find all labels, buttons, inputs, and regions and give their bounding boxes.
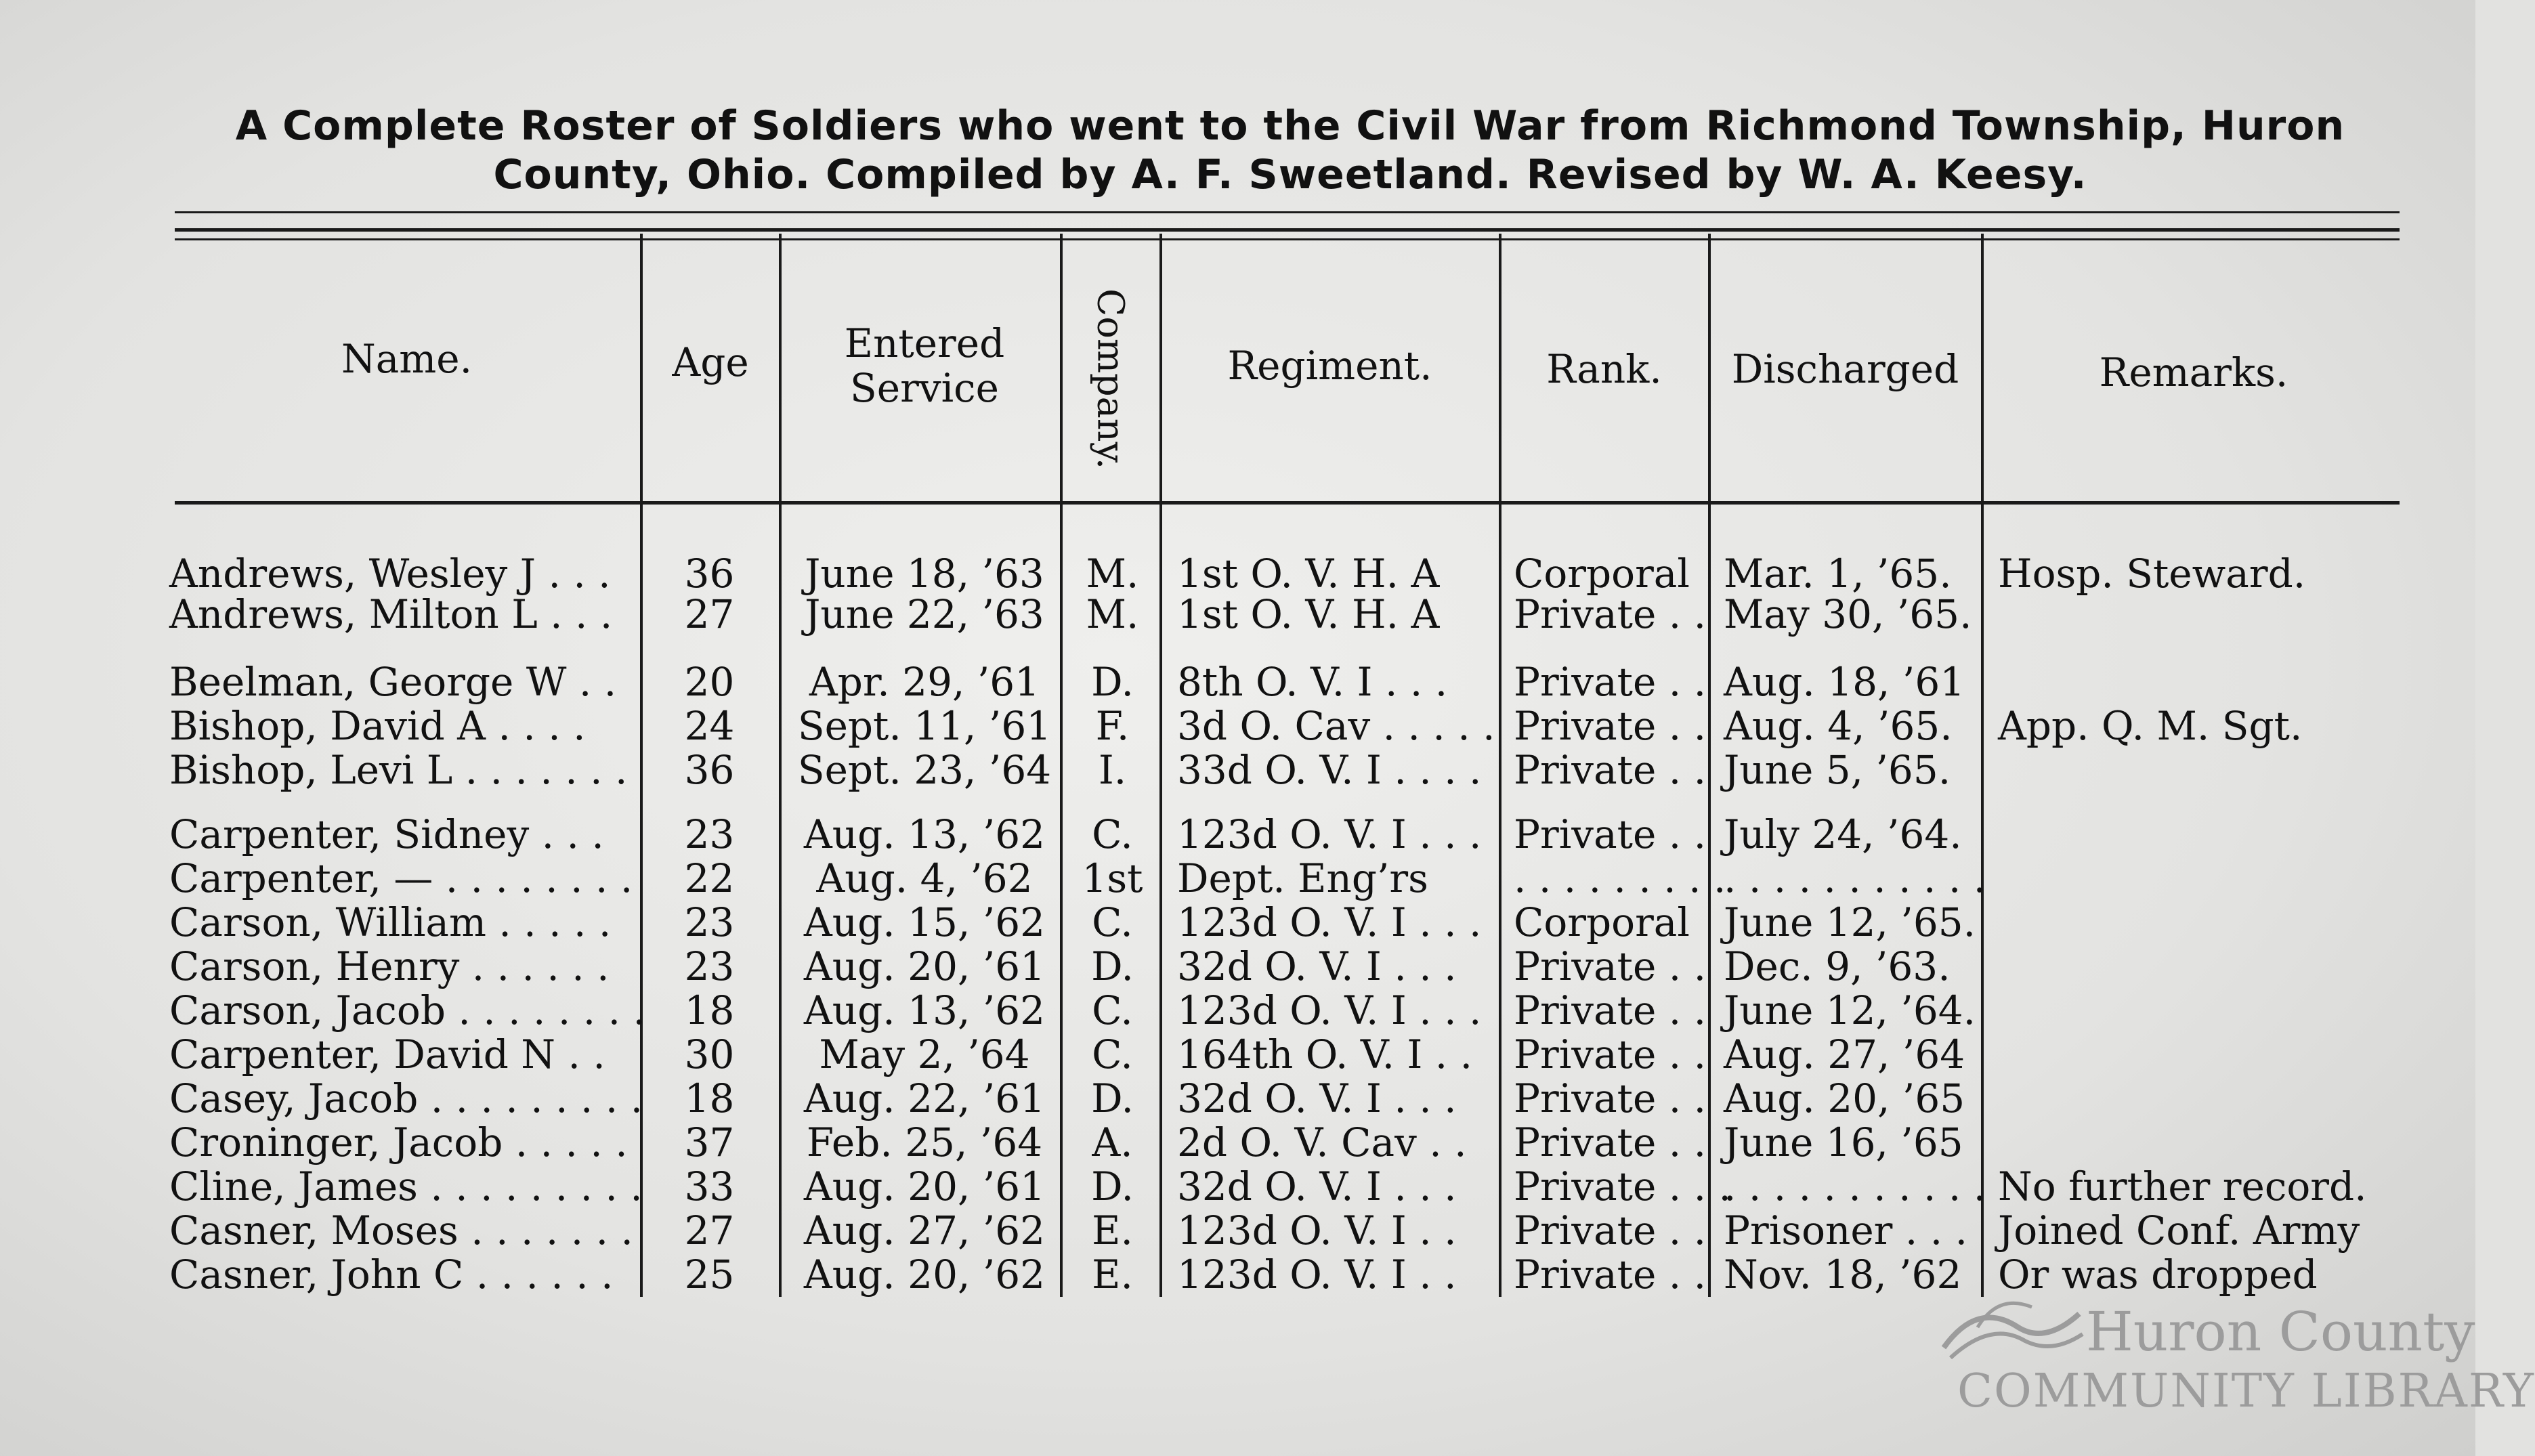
row-age: 36 xyxy=(684,551,735,597)
table-row xyxy=(0,704,2475,748)
row-name: Bishop, David A . . . . xyxy=(169,703,586,749)
row-remarks: Or was dropped xyxy=(1998,1251,2318,1298)
table-row xyxy=(0,945,2475,988)
row-discharged: Aug. 27, ’64 xyxy=(1724,1031,1965,1077)
row-company: 1st xyxy=(1082,855,1143,901)
row-age: 33 xyxy=(684,1163,735,1209)
row-company: M. xyxy=(1086,551,1139,597)
row-entered-service: June 22, ’63 xyxy=(805,591,1044,637)
row-age: 24 xyxy=(684,703,735,749)
row-company: I. xyxy=(1098,747,1127,793)
table-row xyxy=(0,1165,2475,1208)
row-rank: Private . . xyxy=(1514,1031,1707,1077)
row-regiment: 33d O. V. I . . . . xyxy=(1177,747,1482,793)
watermark-line1: Huron County xyxy=(2086,1300,2475,1363)
row-entered-service: June 18, ’63 xyxy=(805,551,1044,597)
row-rank: Private . . xyxy=(1514,591,1707,637)
row-company: C. xyxy=(1092,899,1133,945)
row-age: 30 xyxy=(684,1031,735,1077)
row-age: 36 xyxy=(684,747,735,793)
row-entered-service: Sept. 23, ’64 xyxy=(797,747,1052,793)
header-regiment: Regiment. xyxy=(1227,343,1432,389)
row-regiment: 8th O. V. I . . . xyxy=(1177,659,1448,705)
row-discharged: Mar. 1, ’65. xyxy=(1724,551,1952,597)
row-regiment: 123d O. V. I . . . xyxy=(1177,987,1482,1033)
row-discharged: June 12, ’64. xyxy=(1724,987,1976,1033)
row-remarks: Hosp. Steward. xyxy=(1998,551,2306,597)
row-rank: Private . . xyxy=(1514,987,1707,1033)
row-name: Casner, John C . . . . . . xyxy=(169,1251,614,1298)
row-age: 22 xyxy=(684,855,735,901)
table-row xyxy=(0,1209,2475,1252)
row-discharged: Aug. 20, ’65 xyxy=(1724,1075,1965,1121)
row-rank: Private . . xyxy=(1514,747,1707,793)
row-entered-service: Aug. 4, ’62 xyxy=(816,855,1033,901)
row-entered-service: Aug. 20, ’61 xyxy=(803,1163,1046,1209)
row-regiment: 123d O. V. I . . xyxy=(1177,1207,1457,1254)
table-top-rule-thin xyxy=(175,238,2400,240)
row-entered-service: May 2, ’64 xyxy=(819,1031,1030,1077)
row-discharged: Aug. 18, ’61 xyxy=(1724,659,1965,705)
row-rank: Private . . xyxy=(1514,1207,1707,1254)
row-age: 27 xyxy=(684,591,735,637)
row-remarks: Joined Conf. Army xyxy=(1998,1207,2360,1254)
row-name: Carpenter, Sidney . . . xyxy=(169,811,604,857)
row-name: Carson, William . . . . . xyxy=(169,899,612,945)
row-company: E. xyxy=(1092,1207,1133,1254)
row-remarks: App. Q. M. Sgt. xyxy=(1998,703,2303,749)
row-discharged: Dec. 9, ’63. xyxy=(1724,943,1951,989)
row-age: 20 xyxy=(684,659,735,705)
row-age: 23 xyxy=(684,943,735,989)
row-entered-service: Aug. 27, ’62 xyxy=(803,1207,1046,1254)
header-entered-service: Entered Service xyxy=(844,320,1005,411)
table-row xyxy=(0,1121,2475,1164)
row-discharged: Nov. 18, ’62 xyxy=(1724,1251,1962,1298)
row-rank: Private . . xyxy=(1514,703,1707,749)
row-rank: Private . . xyxy=(1514,1251,1707,1298)
row-regiment: 164th O. V. I . . xyxy=(1177,1031,1473,1077)
row-name: Cline, James . . . . . . . . . xyxy=(169,1163,643,1209)
table-row xyxy=(0,1077,2475,1120)
row-discharged: Aug. 4, ’65. xyxy=(1724,703,1953,749)
row-entered-service: Sept. 11, ’61 xyxy=(797,703,1052,749)
table-row xyxy=(0,660,2475,704)
row-name: Carson, Henry . . . . . . xyxy=(169,943,610,989)
row-company: E. xyxy=(1092,1251,1133,1298)
row-company: D. xyxy=(1091,943,1134,989)
row-entered-service: Aug. 13, ’62 xyxy=(803,987,1046,1033)
table-row xyxy=(0,593,2475,636)
row-name: Bishop, Levi L . . . . . . . xyxy=(169,747,628,793)
row-company: D. xyxy=(1091,1163,1134,1209)
row-name: Andrews, Wesley J . . . xyxy=(169,551,611,597)
row-company: D. xyxy=(1091,1075,1134,1121)
table-row xyxy=(0,748,2475,792)
watermark-line2: COMMUNITY LIBRARY xyxy=(1957,1365,2535,1418)
row-name: Carson, Jacob . . . . . . . . xyxy=(169,987,645,1033)
row-entered-service: Aug. 20, ’62 xyxy=(803,1251,1046,1298)
row-regiment: 32d O. V. I . . . xyxy=(1177,1163,1457,1209)
row-discharged: June 5, ’65. xyxy=(1724,747,1951,793)
row-discharged: May 30, ’65. xyxy=(1724,591,1972,637)
row-company: C. xyxy=(1092,987,1133,1033)
row-discharged: June 12, ’65. xyxy=(1724,899,1976,945)
row-rank: Corporal xyxy=(1514,899,1690,945)
header-rank: Rank. xyxy=(1546,346,1662,392)
row-name: Casner, Moses . . . . . . . xyxy=(169,1207,633,1254)
row-rank: Private . . xyxy=(1514,811,1707,857)
row-name: Croninger, Jacob . . . . . xyxy=(169,1119,628,1165)
row-age: 25 xyxy=(684,1251,735,1298)
row-regiment: 1st O. V. H. A xyxy=(1177,591,1440,637)
row-age: 37 xyxy=(684,1119,735,1165)
row-name: Carpenter, — . . . . . . . . xyxy=(169,855,633,901)
table-row xyxy=(0,1033,2475,1076)
header-bottom-rule xyxy=(175,501,2400,505)
header-remarks: Remarks. xyxy=(2099,349,2288,395)
row-regiment: Dept. Eng’rs xyxy=(1177,855,1428,901)
table-row xyxy=(0,989,2475,1032)
row-company: M. xyxy=(1086,591,1139,637)
row-discharged: Prisoner . . . xyxy=(1724,1207,1968,1254)
header-age: Age xyxy=(672,339,749,385)
row-rank: Private . . xyxy=(1514,1075,1707,1121)
row-regiment: 123d O. V. I . . . xyxy=(1177,811,1482,857)
row-regiment: 123d O. V. I . . . xyxy=(1177,899,1482,945)
row-entered-service: Aug. 22, ’61 xyxy=(803,1075,1046,1121)
row-company: C. xyxy=(1092,811,1133,857)
row-regiment: 32d O. V. I . . . xyxy=(1177,1075,1457,1121)
title-underline xyxy=(175,211,2400,213)
row-discharged: July 24, ’64. xyxy=(1724,811,1962,857)
row-rank: Private . . xyxy=(1514,943,1707,989)
row-entered-service: Feb. 25, ’64 xyxy=(806,1119,1043,1165)
row-regiment: 32d O. V. I . . . xyxy=(1177,943,1457,989)
row-age: 27 xyxy=(684,1207,735,1254)
row-regiment: 123d O. V. I . . xyxy=(1177,1251,1457,1298)
header-company: Company. xyxy=(1089,288,1132,470)
table-top-rule xyxy=(175,228,2400,232)
row-rank: Corporal xyxy=(1514,551,1690,597)
row-name: Andrews, Milton L . . . xyxy=(169,591,613,637)
library-logo-icon xyxy=(1937,1287,2086,1368)
row-company: C. xyxy=(1092,1031,1133,1077)
header-name: Name. xyxy=(341,336,473,382)
row-entered-service: Apr. 29, ’61 xyxy=(809,659,1040,705)
row-entered-service: Aug. 15, ’62 xyxy=(803,899,1046,945)
row-rank: Private . . . xyxy=(1514,1163,1731,1209)
row-company: F. xyxy=(1095,703,1130,749)
row-rank: . . . . . . . . . xyxy=(1514,855,1726,901)
row-age: 23 xyxy=(684,899,735,945)
row-name: Beelman, George W . . xyxy=(169,659,617,705)
row-discharged: . . . . . . . . . . . xyxy=(1724,855,1986,901)
header-discharged: Discharged xyxy=(1731,346,1959,392)
row-discharged: . . . . . . . . . . . xyxy=(1724,1163,1986,1209)
row-age: 18 xyxy=(684,987,735,1033)
table-row xyxy=(0,813,2475,856)
row-age: 23 xyxy=(684,811,735,857)
row-discharged: June 16, ’65 xyxy=(1724,1119,1963,1165)
row-company: D. xyxy=(1091,659,1134,705)
row-age: 18 xyxy=(684,1075,735,1121)
library-watermark xyxy=(1930,1287,2535,1436)
row-entered-service: Aug. 13, ’62 xyxy=(803,811,1046,857)
row-name: Casey, Jacob . . . . . . . . . xyxy=(169,1075,643,1121)
row-name: Carpenter, David N . . xyxy=(169,1031,605,1077)
row-company: A. xyxy=(1092,1119,1133,1165)
row-entered-service: Aug. 20, ’61 xyxy=(803,943,1046,989)
row-rank: Private . . xyxy=(1514,659,1707,705)
table-row xyxy=(0,552,2475,595)
row-rank: Private . . xyxy=(1514,1119,1707,1165)
row-regiment: 3d O. Cav . . . . . xyxy=(1177,703,1495,749)
table-row xyxy=(0,901,2475,944)
row-remarks: No further record. xyxy=(1998,1163,2367,1209)
row-regiment: 2d O. V. Cav . . xyxy=(1177,1119,1467,1165)
table-row xyxy=(0,857,2475,900)
page-title: A Complete Roster of Soldiers who went to the Civil War from Richmond Township, Huron County, Ohio. Compiled by A. F. Sweetland. Revised by W. A. Keesy. xyxy=(235,102,2345,198)
row-regiment: 1st O. V. H. A xyxy=(1177,551,1440,597)
